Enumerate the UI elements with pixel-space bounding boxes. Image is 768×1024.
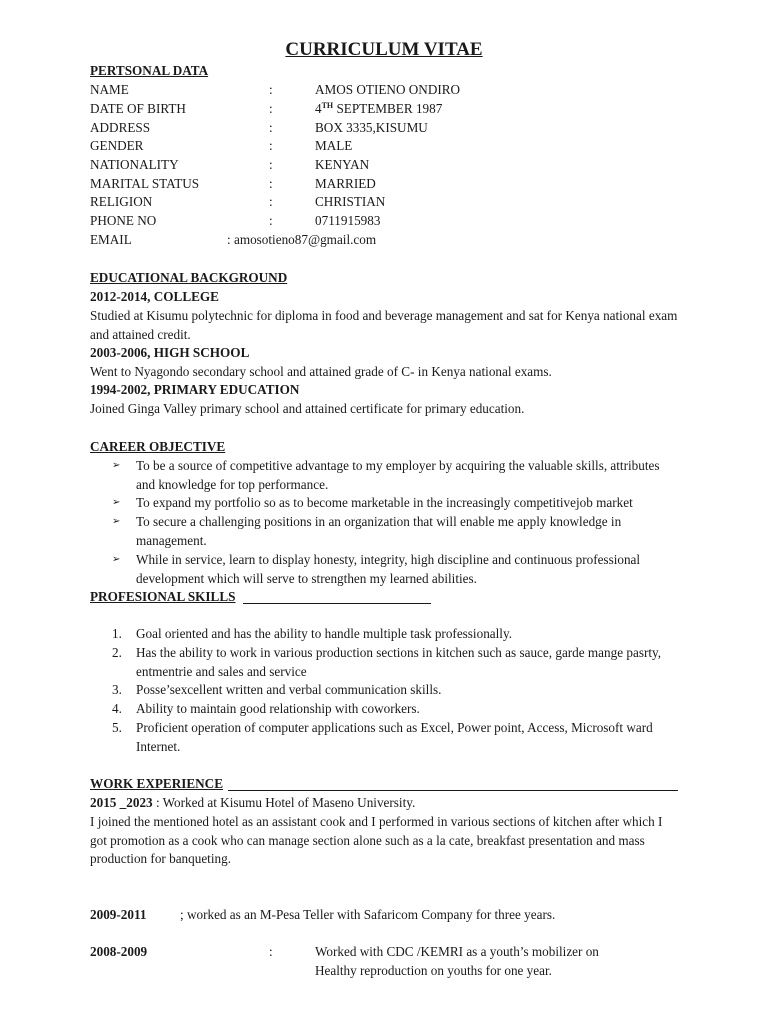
personal-row-gender <box>90 137 690 156</box>
education-description: Went to Nyagondo secondary school and attained grade of C- in Kenya national exams. <box>90 364 552 379</box>
education-period: 2003-2006, HIGH SCHOOL <box>90 345 250 360</box>
personal-data-heading: PERTSONAL DATA <box>90 63 209 78</box>
work-period: 2008-2009 <box>90 944 148 959</box>
field-value <box>315 100 442 119</box>
arrow-bullet-icon: ➢ <box>112 516 121 527</box>
skill-text: Ability to maintain good relationship with coworkers. <box>136 701 420 716</box>
skill-text: Goal oriented and has the ability to handle multiple task professionally. <box>136 626 512 641</box>
field-value: 0711915983 <box>315 213 381 228</box>
field-value: BOX 3335,KISUMU <box>315 120 428 135</box>
field-label: MARITAL STATUS <box>90 176 200 191</box>
education-description: Joined Ginga Valley primary school and attained certificate for primary education. <box>90 401 525 416</box>
personal-row-email <box>90 231 690 250</box>
work-description: I joined the mentioned hotel as an assistant cook and I performed in various sections of kitchen after which I got promotion as a cook who can manage section alone such as a la cate, breakfast presentation and mass production for banqueting. <box>90 814 663 867</box>
field-label: DATE OF BIRTH <box>90 101 186 116</box>
career-objective-text: To secure a challenging positions in an organization that will enable me apply knowledge in management. <box>136 514 622 548</box>
career-objective-text: While in service, learn to display honesty, integrity, high discipline and continuous professional development which will serve to strengthen my learned abilities. <box>136 552 641 586</box>
work-description: Worked with CDC /KEMRI as a youth’s mobilizer on Healthy reproduction on youths for one year. <box>315 944 599 978</box>
email-value: : amosotieno87@gmail.com <box>227 232 377 247</box>
career-objective-heading: CAREER OBJECTIVE <box>90 439 226 454</box>
education-period: 2012-2014, COLLEGE <box>90 289 219 304</box>
field-colon: : <box>269 194 273 209</box>
skill-number: 5. <box>112 720 122 735</box>
field-label: RELIGION <box>90 194 153 209</box>
education-heading: EDUCATIONAL BACKGROUND <box>90 270 288 285</box>
career-objective-text: To be a source of competitive advantage to my employer by acquiring the valuable skills, attributes and knowledge for top performance. <box>136 458 660 492</box>
skill-text: Proficient operation of computer applications such as Excel, Power point, Access, Microsoft ward Internet. <box>136 720 653 754</box>
work-period: 2015 _2023 <box>90 795 153 810</box>
skill-text: Posse’sexcellent written and verbal communication skills. <box>136 682 442 697</box>
skill-number: 2. <box>112 645 122 660</box>
field-value: KENYAN <box>315 157 370 172</box>
field-colon: : <box>269 120 273 135</box>
education-description: Studied at Kisumu polytechnic for diploma in food and beverage management and sat for Kenya national exam and attained credit. <box>90 308 678 342</box>
work-experience-heading: WORK EXPERIENCE <box>90 776 223 791</box>
field-value: MALE <box>315 138 353 153</box>
work-description: ; worked as an M-Pesa Teller with Safaricom Company for three years. <box>180 907 556 922</box>
field-label: PHONE NO <box>90 213 157 228</box>
field-value: AMOS OTIENO ONDIRO <box>315 82 461 97</box>
field-value: CHRISTIAN <box>315 194 386 209</box>
skill-text: Has the ability to work in various production sections in kitchen such as sauce, garde mange pasrty, entmentrie and sales and service <box>136 645 662 679</box>
field-value: MARRIED <box>315 176 376 191</box>
field-colon: : <box>269 101 273 116</box>
document-title: CURRICULUM VITAE <box>285 39 483 60</box>
personal-row-marital-status <box>90 175 690 194</box>
skill-number: 1. <box>112 626 122 641</box>
personal-row-address <box>90 119 690 138</box>
work-period: 2009-2011 <box>90 907 147 922</box>
dob-suffix: TH <box>321 101 334 110</box>
field-colon: : <box>269 213 273 228</box>
dob-day: 4 <box>315 101 322 116</box>
field-colon: : <box>269 138 273 153</box>
personal-row-nationality <box>90 156 690 175</box>
field-label: GENDER <box>90 138 144 153</box>
career-objective-text: To expand my portfolio so as to become marketable in the increasingly competitivejob market <box>136 495 633 510</box>
arrow-bullet-icon: ➢ <box>112 497 121 508</box>
field-colon: : <box>269 82 273 97</box>
field-label: NAME <box>90 82 129 97</box>
education-period: 1994-2002, PRIMARY EDUCATION <box>90 382 300 397</box>
arrow-bullet-icon: ➢ <box>112 460 121 471</box>
field-label: EMAIL <box>90 232 132 247</box>
skill-number: 3. <box>112 682 122 697</box>
work-title: : Worked at Kisumu Hotel of Maseno University. <box>152 795 416 810</box>
skill-number: 4. <box>112 701 122 716</box>
personal-row-dob <box>90 100 690 119</box>
personal-row-name <box>90 81 690 100</box>
field-colon: : <box>269 944 273 959</box>
field-colon: : <box>269 157 273 172</box>
dob-month-year: SEPTEMBER 1987 <box>333 101 443 116</box>
work-entry-1 <box>90 794 690 813</box>
professional-skills-heading: PROFESIONAL SKILLS <box>90 589 236 604</box>
field-label: ADDRESS <box>90 120 151 135</box>
heading-underline <box>243 603 431 604</box>
field-colon: : <box>269 176 273 191</box>
field-label: NATIONALITY <box>90 157 179 172</box>
heading-underline <box>228 790 678 791</box>
personal-row-phone <box>90 212 690 231</box>
arrow-bullet-icon: ➢ <box>112 554 121 565</box>
personal-row-religion <box>90 193 690 212</box>
